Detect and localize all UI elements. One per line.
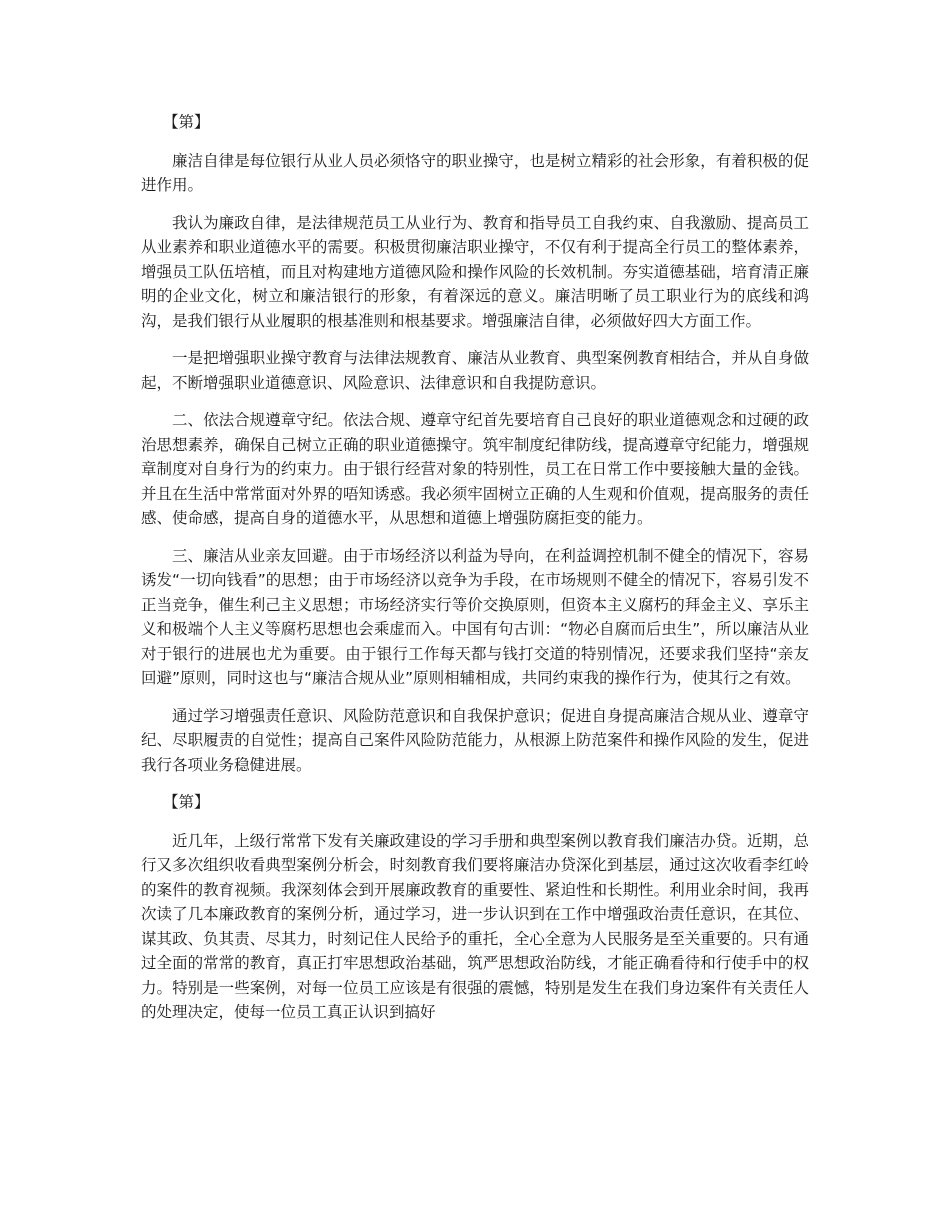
paragraph: 一是把增强职业操守教育与法律法规教育、廉洁从业教育、典型案例教育相结合，并从自身做起，不断增强职业道德意识、风险意识、法律意识和自我提防意识。 <box>141 349 809 392</box>
paragraph: 通过学习增强责任意识、风险防范意识和自我保护意识；促进自身提高廉洁合规从业、遵章守纪、尽职履责的自觉性；提高自己案件风险防范能力，从根源上防范案件和操作风险的发生，促进我行各项业务稳健进展。 <box>141 706 809 774</box>
paragraph: 二、依法合规遵章守纪。依法合规、遵章守纪首先要培育自己良好的职业道德观念和过硬的政治思想素养，确保自己树立正确的职业道德操守。筑牢制度纪律防线，提高遵章守纪能力，增强规章制度对自身行为的约束力。由于银行经营对象的特别性，员工在日常工作中要接触大量的金钱。并且在生活中常常面对外界的唔知诱惑。我必须牢固树立正确的人生观和价值观，提高服务的责任感、使命感，提高自身的道德水平，从思想和道德上增强防腐拒变的能力。 <box>141 411 809 527</box>
document-page <box>141 110 809 1038</box>
section-2 <box>141 790 809 1025</box>
paragraph: 廉洁自律是每位银行从业人员必须恪守的职业操守，也是树立精彩的社会形象，有着积极的促进作用。 <box>141 151 809 194</box>
section-heading: 【第】 <box>163 793 210 811</box>
paragraph: 近几年，上级行常常下发有关廉政建设的学习手册和典型案例以教育我们廉洁办贷。近期，总行又多次组织收看典型案例分析会，时刻教育我们要将廉洁办贷深化到基层，通过这次收看李红岭的案件的教育视频。我深刻体会到开展廉政教育的重要性、紧迫性和长期性。利用业余时间，我再次读了几本廉政教育的案例分析，通过学习，进一步认识到在工作中增强政治责任意识，在其位、谋其政、负其责、尽其力，时刻记住人民给予的重托，全心全意为人民服务是至关重要的。只有通过全面的常常的教育，真正打牢思想政治基础，筑严思想政治防线，才能正确看待和行使手中的权力。特别是一些案例，对每一位员工应该是有很强的震憾，特别是发生在我们身边案件有关责任人的处理决定，使每一位员工真正认识到搞好 <box>141 831 809 1021</box>
section-1 <box>141 110 809 777</box>
section-heading: 【第】 <box>163 113 210 131</box>
paragraph: 我认为廉政自律，是法律规范员工从业行为、教育和指导员工自我约束、自我激励、提高员工从业素养和职业道德水平的需要。积极贯彻廉洁职业操守，不仅有利于提高全行员工的整体素养，增强员工队伍培植，而且对构建地方道德风险和操作风险的长效机制。夯实道德基础，培育清正廉明的企业文化，树立和廉洁银行的形象，有着深远的意义。廉洁明晰了员工职业行为的底线和鸿沟，是我们银行从业履职的根基准则和根基要求。增强廉洁自律，必须做好四大方面工作。 <box>141 213 809 330</box>
paragraph: 三、廉洁从业亲友回避。由于市场经济以利益为导向，在利益调控机制不健全的情况下，容易诱发“一切向钱看”的思想；由于市场经济以竞争为手段，在市场规则不健全的情况下，容易引发不正当竞争，催生利己主义思想；市场经济实行等价交换原则，但资本主义腐朽的拜金主义、享乐主义和极端个人主义等腐朽思想也会乘虚而入。中国有句古训：“物必自腐而后虫生”，所以廉洁从业对于银行的进展也尤为重要。由于银行工作每天都与钱打交道的特别情况，还要求我们坚持“亲友回避”原则，同时这也与“廉洁合规从业”原则相辅相成，共同约束我的操作行为，使其行之有效。 <box>141 546 809 687</box>
